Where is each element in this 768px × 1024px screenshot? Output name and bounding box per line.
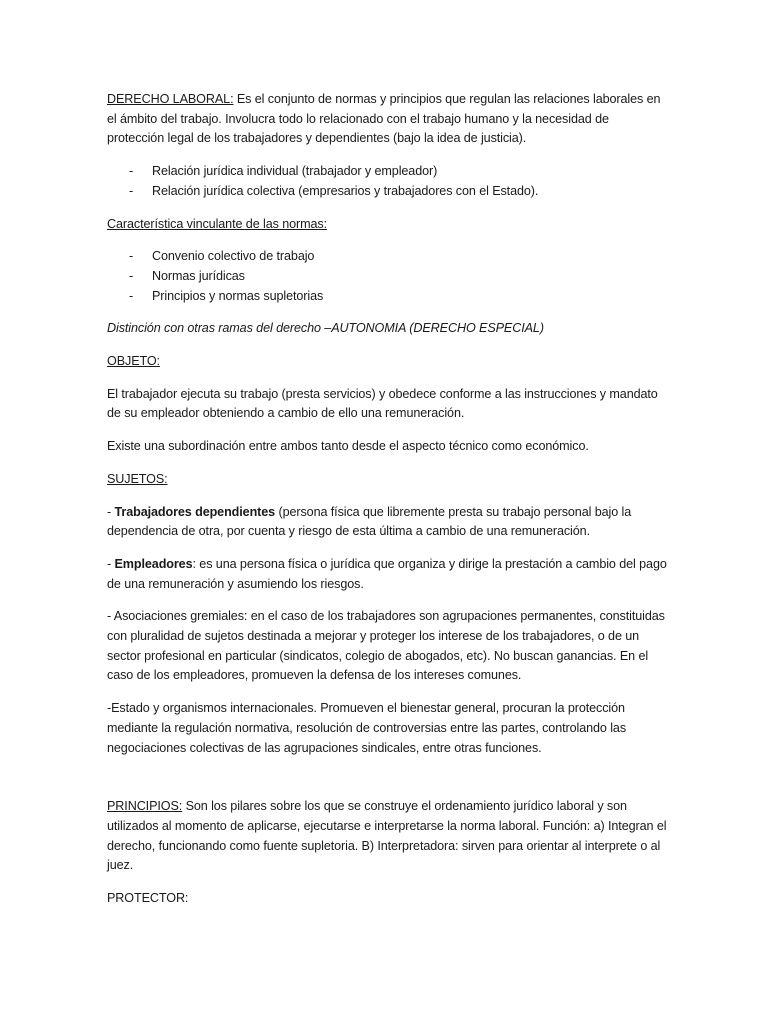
derecho-laboral-text: Es el conjunto de normas y principios que regulan las relaciones laborales en el ámbito del trabajo. Involucra todo lo relacionado con el trabajo humano y la necesidad de protección legal de los trabajadores y dependientes (bajo la idea de justicia). (107, 92, 661, 146)
subordinacion-paragraph: Existe una subordinación entre ambos tanto desde el aspecto técnico como económico. (107, 439, 589, 454)
derecho-laboral-heading: DERECHO LABORAL: (107, 92, 234, 106)
protector-heading: PROTECTOR: (107, 891, 189, 906)
asociaciones-paragraph: - Asociaciones gremiales: en el caso de los trabajadores son agrupaciones permanentes, constituidas con pluralidad de sujetos destinada a mejorar y proteger los interese de los trabajadores, o de un sector profesional en particular (sindicatos, colegio de abogados, etc). No buscan ganancias. En el caso de los empleadores, promueven la defensa de los intereses comunes. (107, 609, 665, 683)
distincion-line: Distinción con otras ramas del derecho –AUTONOMIA (DERECHO ESPECIAL) (107, 321, 544, 336)
objeto-paragraph: El trabajador ejecuta su trabajo (presta servicios) y obedece conforme a las instrucciones y mandato de su empleador obteniendo a cambio de ello una remuneración. (107, 386, 658, 421)
trabajadores-paragraph: - Trabajadores dependientes (persona física que libremente presta su trabajo personal bajo la dependencia de otra, por cuenta y riesgo de esta última a cambio de una remuneración. (107, 504, 632, 539)
sujetos-heading: SUJETOS: (107, 471, 168, 486)
principios-paragraph: PRINCIPIOS: Son los pilares sobre los que se construye el ordenamiento jurídico laboral y son utilizados al momento de aplicarse, ejecutarse e interpretarse la norma laboral. Función: a) Integran el derecho, funcionando como fuente supletoria. B) Interpretadora: sirven para orientar al interprete o al juez. (107, 799, 667, 873)
trabajadores-term: Trabajadores dependientes (114, 504, 276, 519)
empleadores-paragraph: - Empleadores: es una persona física o jurídica que organiza y dirige la prestación a cambio del pago de una remuneración y asumiendo los riesgos. (107, 556, 667, 591)
estado-paragraph: -Estado y organismos internacionales. Promueven el bienestar general, procuran la protección mediante la regulación normativa, resolución de controversias entre las partes, controlando las negociaciones colectivas de las agrupaciones sindicales, entre otras funciones. (107, 701, 627, 755)
list-item: - Relación jurídica individual (trabajador y empleador) (129, 164, 438, 179)
spacer (107, 771, 668, 797)
objeto-heading: OBJETO: (107, 354, 160, 369)
caracteristica-list (107, 247, 668, 306)
list-item: - Principios y normas supletorias (129, 288, 324, 303)
relacion-list (107, 162, 668, 201)
list-item: - Convenio colectivo de trabajo (129, 249, 315, 264)
derecho-laboral-paragraph (107, 90, 668, 149)
caracteristica-heading: Característica vinculante de las normas: (107, 216, 327, 231)
empleadores-term: Empleadores (114, 556, 193, 571)
principios-heading: PRINCIPIOS: (107, 799, 183, 814)
list-item: - Normas jurídicas (129, 268, 245, 283)
list-item: - Relación jurídica colectiva (empresarios y trabajadores con el Estado). (129, 183, 539, 198)
